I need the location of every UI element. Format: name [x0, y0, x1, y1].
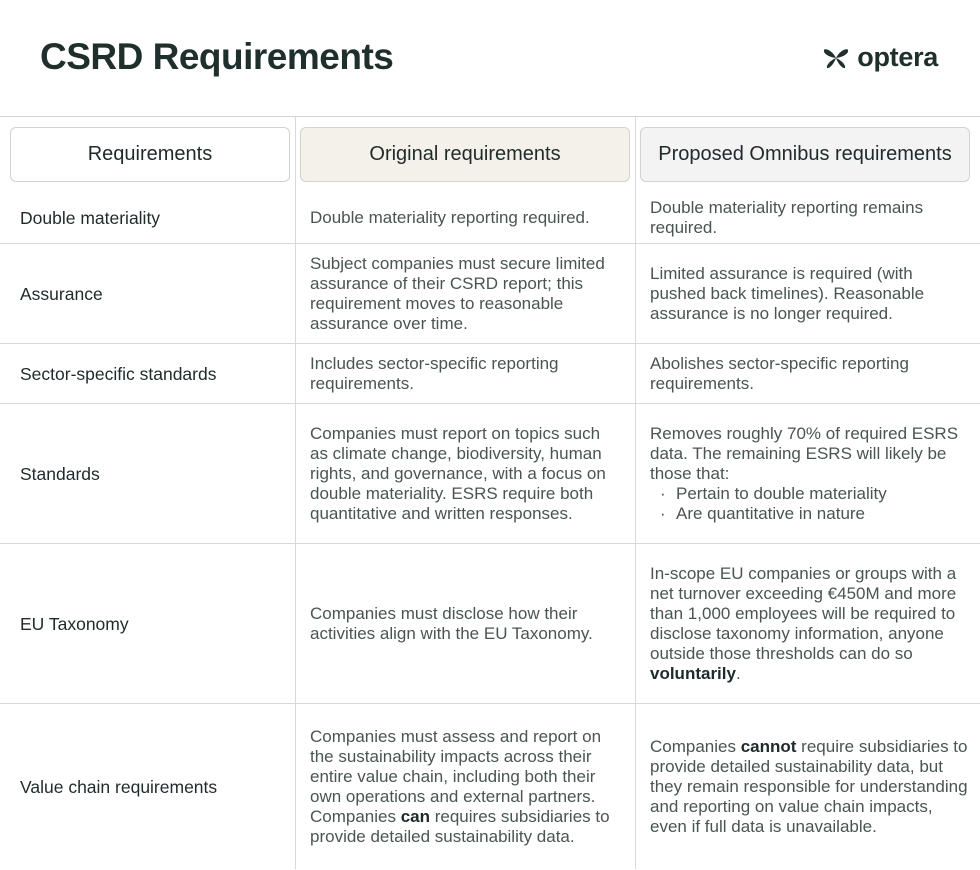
- table-row: [0, 543, 980, 704]
- page-title: CSRD Requirements: [40, 36, 394, 77]
- proposed-intro: Removes roughly 70% of required ESRS data. The remaining ESRS will likely be those that:: [650, 424, 959, 483]
- requirement-label: EU Taxonomy: [20, 613, 129, 634]
- page-header: [0, 0, 980, 117]
- table-row: [0, 193, 980, 243]
- original-text: Companies must disclose how their activities align with the EU Taxonomy.: [310, 604, 593, 643]
- proposed-text: Abolishes sector-specific reporting requirements.: [650, 354, 909, 393]
- brand-logo: [823, 42, 938, 73]
- original-text: Double materiality reporting required.: [310, 208, 590, 227]
- proposed-text: Double materiality reporting remains required.: [650, 198, 924, 237]
- original-cell: [310, 344, 620, 404]
- table-row: [0, 243, 980, 344]
- emphasis-text: cannot: [740, 737, 797, 756]
- proposed-bullet-list: [650, 484, 970, 524]
- column-header-original: Original requirements: [300, 127, 630, 182]
- table-row: [0, 703, 980, 870]
- text-span: In-scope EU companies or groups with a net turnover exceeding €450M and more than 1,000 employees will be required to disclose taxonomy information, anyone outside those thresholds can do so: [650, 564, 957, 663]
- proposed-text: [650, 424, 970, 524]
- original-text: [310, 727, 620, 847]
- requirement-label: Double materiality: [20, 207, 161, 228]
- butterfly-leaf-icon: [823, 46, 849, 70]
- proposed-text: Limited assurance is required (with pushed back timelines). Reasonable assurance is no longer required.: [650, 264, 925, 323]
- table-row: [0, 343, 980, 404]
- text-span: require subsidiaries to provide detailed sustainability data, but they remain responsible for understanding and reporting on value chain impacts, even if full data is unavailable.: [650, 737, 968, 836]
- table-header-row: [0, 117, 980, 193]
- text-span: requires subsidiaries to provide detailed sustainability data.: [310, 807, 610, 846]
- logo-text: optera: [857, 42, 938, 72]
- requirement-label: Assurance: [20, 283, 103, 304]
- original-cell: [310, 193, 620, 243]
- proposed-cell: [650, 193, 970, 243]
- list-item: · Pertain to double materiality: [660, 484, 970, 504]
- requirement-label: Standards: [20, 463, 100, 484]
- list-item: · Are quantitative in nature: [660, 504, 970, 524]
- emphasis-text: can: [400, 807, 431, 826]
- requirements-table: [0, 117, 980, 869]
- proposed-cell: [650, 244, 970, 344]
- original-text: Companies must report on topics such as climate change, biodiversity, human rights, and governance, with a focus on double materiality. ESRS require both quantitative and written responses.: [310, 424, 606, 523]
- original-text: Subject companies must secure limited assurance of their CSRD report; this requirement moves to reasonable assurance over time.: [310, 254, 605, 333]
- original-text: Includes sector-specific reporting requirements.: [310, 354, 559, 393]
- original-cell: [310, 544, 620, 704]
- text-span: .: [735, 664, 741, 683]
- proposed-cell: [650, 544, 970, 704]
- text-span: Companies must assess and report on the sustainability impacts across their entire value chain, including both their own operations and external partners. Companies: [310, 727, 602, 826]
- proposed-text: [650, 737, 970, 837]
- column-header-requirements: Requirements: [10, 127, 290, 182]
- original-cell: [310, 704, 620, 870]
- original-cell: [310, 404, 620, 544]
- table-row: [0, 403, 980, 544]
- requirement-label: Value chain requirements: [20, 776, 218, 797]
- column-header-proposed: Proposed Omnibus requirements: [640, 127, 970, 182]
- proposed-cell: [650, 404, 970, 544]
- proposed-text: [650, 564, 970, 684]
- requirement-label: Sector-specific standards: [20, 363, 217, 384]
- proposed-cell: [650, 344, 970, 404]
- proposed-cell: [650, 704, 970, 870]
- original-cell: [310, 244, 620, 344]
- text-span: Companies: [650, 737, 741, 756]
- emphasis-text: voluntarily: [650, 664, 736, 683]
